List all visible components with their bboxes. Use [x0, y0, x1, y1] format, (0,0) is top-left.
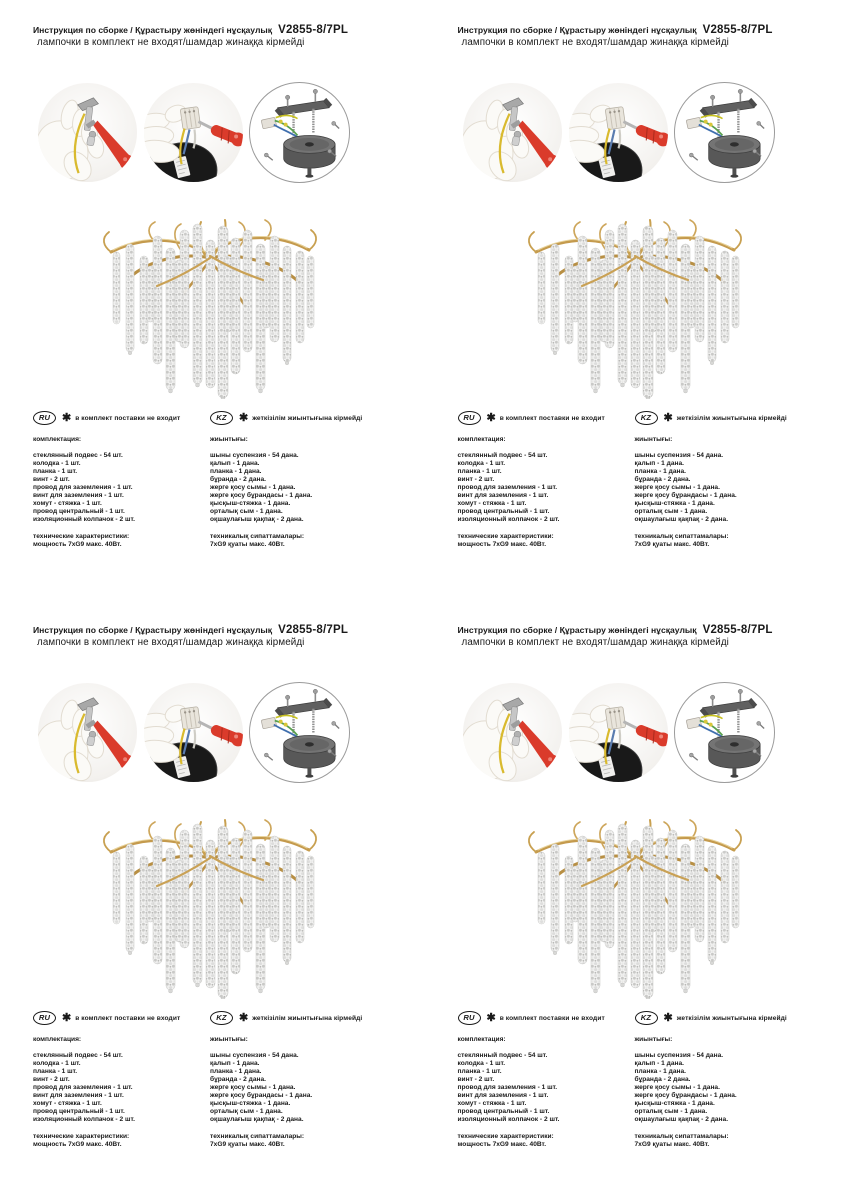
kz-note: жеткізілім жиынтығына кірмейді [676, 1014, 787, 1022]
list-item: провод центральный - 1 шт. [457, 508, 550, 515]
list-item: қысқыш-стяжка - 1 дана. [634, 500, 715, 507]
parts-column-kz [635, 411, 834, 549]
list-item: винт для заземления - 1 шт. [457, 492, 549, 499]
ru-note: в комплект поставки не входит [499, 1014, 605, 1022]
chandelier-drawing [85, 194, 335, 399]
list-item: хомут - стяжка - 1 шт. [457, 500, 527, 507]
list-item: колодка - 1 шт. [33, 460, 81, 467]
kz-specs-value: 7хG9 қуаты макс. 40Вт. [210, 541, 285, 548]
parts-column-ru [33, 411, 210, 549]
kz-specs-value: 7хG9 қуаты макс. 40Вт. [634, 1141, 710, 1148]
list-item: шыны суспензия - 54 дана. [634, 452, 724, 459]
parts-column-ru [458, 411, 635, 549]
page-title: Инструкция по сборке / Құрастыру жөніндегі нұсқаулық [457, 25, 697, 35]
list-item: провод для заземления - 1 шт. [457, 1084, 558, 1091]
step1-photo-bracket-wiring [461, 681, 564, 784]
list-item: стеклянный подвес - 54 шт. [33, 1052, 123, 1059]
kz-note: жеткізілім жиынтығына кірмейді [676, 414, 787, 422]
ru-specs-title: технические характеристики: [457, 533, 554, 540]
list-item: бұранда - 2 дана. [634, 476, 691, 483]
step2-photo-terminal-block [567, 81, 670, 184]
kz-specs-title: техникалық сипаттамалары: [634, 533, 729, 540]
instruction-sheet [0, 600, 425, 1200]
kz-badge-row [210, 411, 409, 425]
list-item: стеклянный подвес - 54 шт. [457, 452, 548, 459]
step2-photo-terminal-block [142, 681, 245, 784]
list-item: қысқыш-стяжка - 1 дана. [634, 1100, 715, 1107]
ru-list-title: комплектация: [457, 1036, 506, 1043]
page-title: Инструкция по сборке / Құрастыру жөніндегі нұсқаулық [33, 625, 273, 635]
kz-badge: KZ [635, 411, 658, 425]
ru-badge-row [458, 1011, 635, 1025]
list-item: винт для заземления - 1 шт. [33, 1092, 124, 1099]
list-item: провод для заземления - 1 шт. [33, 484, 133, 491]
list-item: оқшаулағыш қақпақ - 2 дана. [634, 516, 729, 523]
list-item: винт для заземления - 1 шт. [457, 1092, 549, 1099]
kz-parts-list [635, 452, 834, 524]
parts-section [458, 411, 834, 549]
assembly-steps-row [36, 81, 409, 184]
ru-specs-value: мощность 7хG9 макс. 40Вт. [33, 541, 122, 548]
kz-parts-list [210, 452, 409, 524]
list-item: шыны суспензия - 54 дана. [634, 1052, 724, 1059]
chandelier-image [85, 194, 335, 399]
step3-diagram-ceiling-mount [673, 81, 776, 184]
chandelier-image [85, 794, 335, 999]
ru-note: в комплект поставки не входит [75, 414, 181, 422]
step3-diagram-ceiling-mount [248, 681, 351, 784]
asterisk-icon: ✱ [486, 411, 496, 424]
kz-specs-title: техникалық сипаттамалары: [634, 1133, 729, 1140]
ru-specs-value: мощность 7хG9 макс. 40Вт. [33, 1141, 122, 1148]
list-item: жерге қосу бұрандасы - 1 дана. [634, 492, 737, 499]
list-item: планка - 1 шт. [457, 1068, 502, 1075]
ru-parts-list [458, 1052, 635, 1124]
list-item: планка - 1 дана. [210, 1068, 262, 1075]
kz-badge: KZ [635, 1011, 658, 1025]
kz-note: жеткізілім жиынтығына кірмейді [252, 414, 363, 422]
list-item: қалып - 1 дана. [210, 460, 260, 467]
kz-badge: KZ [210, 1011, 233, 1025]
list-item: провод центральный - 1 шт. [33, 1108, 125, 1115]
list-item: бұранда - 2 дана. [210, 1076, 266, 1083]
asterisk-icon: ✱ [62, 1011, 72, 1024]
ru-parts-list [458, 452, 635, 524]
ru-list-title: комплектация: [33, 436, 82, 443]
ru-list-title: комплектация: [457, 436, 506, 443]
ru-specs-value: мощность 7хG9 макс. 40Вт. [457, 1141, 547, 1148]
list-item: колодка - 1 шт. [457, 1060, 506, 1067]
asterisk-icon: ✱ [239, 411, 249, 424]
parts-column-kz [635, 1011, 834, 1149]
list-item: орталық сым - 1 дана. [634, 1108, 708, 1115]
kz-badge-row [635, 1011, 834, 1025]
list-item: шыны суспензия - 54 дана. [210, 452, 299, 459]
ru-specs-title: технические характеристики: [33, 533, 130, 540]
list-item: бұранда - 2 дана. [210, 476, 266, 483]
ru-badge-row [33, 411, 210, 425]
list-item: жерге қосу бұрандасы - 1 дана. [210, 1092, 313, 1099]
parts-column-ru [33, 1011, 210, 1149]
list-item: винт - 2 шт. [457, 476, 495, 483]
parts-section [33, 1011, 409, 1149]
list-item: изоляционный колпачок - 2 шт. [457, 516, 560, 523]
asterisk-icon: ✱ [239, 1011, 249, 1024]
list-item: провод центральный - 1 шт. [33, 508, 125, 515]
sheet-header [458, 24, 834, 48]
model-number: V2855-8/7PL [278, 624, 349, 636]
list-item: оқшаулағыш қақпақ - 2 дана. [634, 1116, 729, 1123]
list-item: стеклянный подвес - 54 шт. [33, 452, 123, 459]
list-item: провод для заземления - 1 шт. [33, 1084, 133, 1091]
parts-column-ru [458, 1011, 635, 1149]
list-item: колодка - 1 шт. [457, 460, 506, 467]
list-item: орталық сым - 1 дана. [634, 508, 708, 515]
chandelier-drawing [510, 194, 760, 399]
header-subtitle: лампочки в комплект не входят/шамдар жинаққа кірмейді [461, 637, 729, 648]
instruction-sheet [425, 0, 849, 600]
kz-list-title: жиынтығы: [634, 1036, 673, 1043]
instruction-sheet [425, 600, 849, 1200]
kz-parts-list [210, 1052, 409, 1124]
list-item: планка - 1 дана. [634, 1068, 686, 1075]
step1-photo-bracket-wiring [461, 81, 564, 184]
chandelier-image [510, 794, 760, 999]
kz-list-title: жиынтығы: [634, 436, 673, 443]
list-item: изоляционный колпачок - 2 шт. [33, 516, 135, 523]
list-item: изоляционный колпачок - 2 шт. [33, 1116, 135, 1123]
parts-section [458, 1011, 834, 1149]
sheet-header [33, 24, 409, 48]
parts-column-kz [210, 1011, 409, 1149]
sheet-header [458, 624, 834, 648]
assembly-steps-row [461, 81, 834, 184]
step2-photo-terminal-block [142, 81, 245, 184]
ru-list-title: комплектация: [33, 1036, 82, 1043]
ru-note: в комплект поставки не входит [499, 414, 605, 422]
ru-badge-row [33, 1011, 210, 1025]
page-title: Инструкция по сборке / Құрастыру жөніндегі нұсқаулық [457, 625, 697, 635]
list-item: шыны суспензия - 54 дана. [210, 1052, 299, 1059]
ru-note: в комплект поставки не входит [75, 1014, 181, 1022]
list-item: хомут - стяжка - 1 шт. [33, 1100, 102, 1107]
ru-parts-list [33, 1052, 210, 1124]
header-subtitle: лампочки в комплект не входят/шамдар жинаққа кірмейді [37, 637, 305, 648]
list-item: орталық сым - 1 дана. [210, 508, 283, 515]
list-item: қалып - 1 дана. [210, 1060, 260, 1067]
step3-diagram-ceiling-mount [673, 681, 776, 784]
header-subtitle: лампочки в комплект не входят/шамдар жинаққа кірмейді [461, 37, 729, 48]
list-item: оқшаулағыш қақпақ - 2 дана. [210, 516, 304, 523]
model-number: V2855-8/7PL [278, 24, 349, 36]
kz-badge-row [635, 411, 834, 425]
page-title: Инструкция по сборке / Құрастыру жөніндегі нұсқаулық [33, 25, 273, 35]
kz-badge-row [210, 1011, 409, 1025]
list-item: провод центральный - 1 шт. [457, 1108, 550, 1115]
list-item: оқшаулағыш қақпақ - 2 дана. [210, 1116, 304, 1123]
kz-specs-title: техникалық сипаттамалары: [210, 1133, 305, 1140]
list-item: провод для заземления - 1 шт. [457, 484, 558, 491]
list-item: қысқыш-стяжка - 1 дана. [210, 1100, 291, 1107]
kz-specs-value: 7хG9 қуаты макс. 40Вт. [210, 1141, 285, 1148]
ru-badge: RU [33, 411, 56, 425]
list-item: планка - 1 шт. [33, 1068, 78, 1075]
step3-diagram-ceiling-mount [248, 81, 351, 184]
list-item: колодка - 1 шт. [33, 1060, 81, 1067]
list-item: жерге қосу сымы - 1 дана. [210, 1084, 296, 1091]
assembly-steps-row [36, 681, 409, 784]
step1-photo-bracket-wiring [36, 681, 139, 784]
ru-badge: RU [458, 411, 481, 425]
list-item: стеклянный подвес - 54 шт. [457, 1052, 548, 1059]
list-item: планка - 1 шт. [33, 468, 78, 475]
kz-specs-title: техникалық сипаттамалары: [210, 533, 305, 540]
model-number: V2855-8/7PL [702, 24, 773, 36]
list-item: планка - 1 шт. [457, 468, 502, 475]
list-item: планка - 1 дана. [634, 468, 686, 475]
list-item: қалып - 1 дана. [634, 460, 684, 467]
ru-parts-list [33, 452, 210, 524]
kz-badge: KZ [210, 411, 233, 425]
header-subtitle: лампочки в комплект не входят/шамдар жинаққа кірмейді [37, 37, 305, 48]
chandelier-image [510, 194, 760, 399]
asterisk-icon: ✱ [663, 1011, 673, 1024]
kz-list-title: жиынтығы: [210, 436, 248, 443]
list-item: бұранда - 2 дана. [634, 1076, 691, 1083]
list-item: орталық сым - 1 дана. [210, 1108, 283, 1115]
kz-note: жеткізілім жиынтығына кірмейді [252, 1014, 363, 1022]
list-item: винт - 2 шт. [457, 1076, 495, 1083]
list-item: изоляционный колпачок - 2 шт. [457, 1116, 560, 1123]
list-item: жерге қосу сымы - 1 дана. [210, 484, 296, 491]
list-item: жерге қосу бұрандасы - 1 дана. [210, 492, 313, 499]
sheet-header [33, 624, 409, 648]
chandelier-drawing [85, 794, 335, 999]
ru-specs-title: технические характеристики: [33, 1133, 130, 1140]
parts-section [33, 411, 409, 549]
list-item: винт для заземления - 1 шт. [33, 492, 124, 499]
ru-specs-title: технические характеристики: [457, 1133, 554, 1140]
ru-badge-row [458, 411, 635, 425]
list-item: жерге қосу бұрандасы - 1 дана. [634, 1092, 737, 1099]
kz-parts-list [635, 1052, 834, 1124]
model-number: V2855-8/7PL [702, 624, 773, 636]
ru-specs-value: мощность 7хG9 макс. 40Вт. [457, 541, 547, 548]
list-item: винт - 2 шт. [33, 476, 70, 483]
asterisk-icon: ✱ [62, 411, 72, 424]
chandelier-drawing [510, 794, 760, 999]
list-item: винт - 2 шт. [33, 1076, 70, 1083]
ru-badge: RU [33, 1011, 56, 1025]
parts-column-kz [210, 411, 409, 549]
asterisk-icon: ✱ [486, 1011, 496, 1024]
kz-specs-value: 7хG9 қуаты макс. 40Вт. [634, 541, 710, 548]
kz-list-title: жиынтығы: [210, 1036, 248, 1043]
instruction-sheet [0, 0, 425, 600]
ru-badge: RU [458, 1011, 481, 1025]
asterisk-icon: ✱ [663, 411, 673, 424]
list-item: қалып - 1 дана. [634, 1060, 684, 1067]
list-item: хомут - стяжка - 1 шт. [457, 1100, 527, 1107]
list-item: планка - 1 дана. [210, 468, 262, 475]
list-item: қысқыш-стяжка - 1 дана. [210, 500, 291, 507]
assembly-steps-row [461, 681, 834, 784]
list-item: жерге қосу сымы - 1 дана. [634, 484, 720, 491]
list-item: хомут - стяжка - 1 шт. [33, 500, 102, 507]
step2-photo-terminal-block [567, 681, 670, 784]
step1-photo-bracket-wiring [36, 81, 139, 184]
list-item: жерге қосу сымы - 1 дана. [634, 1084, 720, 1091]
